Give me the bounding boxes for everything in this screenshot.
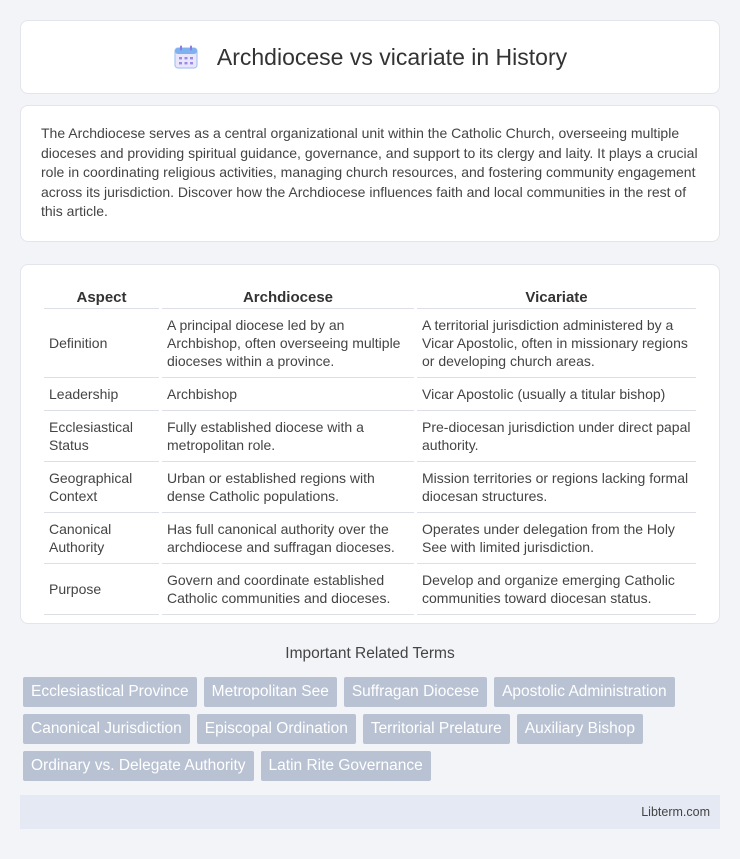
related-terms-list [23, 677, 723, 781]
archdiocese-cell: A principal diocese led by an Archbishop, often overseeing multiple dioceses within a province. [162, 309, 414, 378]
table-row [44, 564, 696, 615]
header-vicariate: Vicariate [417, 283, 696, 309]
related-term-tag[interactable]: Latin Rite Governance [261, 751, 431, 781]
aspect-cell: Purpose [44, 564, 159, 615]
vicariate-cell: Mission territories or regions lacking formal diocesan structures. [417, 462, 696, 513]
vicariate-cell: Operates under delegation from the Holy See with limited jurisdiction. [417, 513, 696, 564]
intro-card [20, 105, 720, 242]
header-aspect: Aspect [44, 283, 159, 309]
aspect-cell: Geographical Context [44, 462, 159, 513]
aspect-cell: Definition [44, 309, 159, 378]
header-card [20, 20, 720, 94]
related-term-tag[interactable]: Suffragan Diocese [344, 677, 487, 707]
related-term-tag[interactable]: Ordinary vs. Delegate Authority [23, 751, 254, 781]
calendar-icon [173, 44, 199, 70]
vicariate-cell: Pre-diocesan jurisdiction under direct papal authority. [417, 411, 696, 462]
table-row [44, 411, 696, 462]
footer-site-link[interactable]: Libterm.com [641, 805, 710, 819]
archdiocese-cell: Fully established diocese with a metropolitan role. [162, 411, 414, 462]
vicariate-cell: Develop and organize emerging Catholic communities toward diocesan status. [417, 564, 696, 615]
footer [20, 795, 720, 829]
archdiocese-cell: Govern and coordinate established Catholic communities and dioceses. [162, 564, 414, 615]
related-term-tag[interactable]: Episcopal Ordination [197, 714, 356, 744]
aspect-cell: Ecclesiastical Status [44, 411, 159, 462]
related-term-tag[interactable]: Canonical Jurisdiction [23, 714, 190, 744]
vicariate-cell: A territorial jurisdiction administered by a Vicar Apostolic, often in missionary regions or developing church areas. [417, 309, 696, 378]
aspect-cell: Canonical Authority [44, 513, 159, 564]
table-row [44, 378, 696, 411]
table-row [44, 309, 696, 378]
related-term-tag[interactable]: Territorial Prelature [363, 714, 510, 744]
archdiocese-cell: Urban or established regions with dense Catholic populations. [162, 462, 414, 513]
page-title: Archdiocese vs vicariate in History [216, 43, 568, 70]
header-archdiocese: Archdiocese [162, 283, 414, 309]
related-term-tag[interactable]: Metropolitan See [204, 677, 337, 707]
related-term-tag[interactable]: Ecclesiastical Province [23, 677, 197, 707]
comparison-card [20, 264, 720, 624]
table-row [44, 462, 696, 513]
comparison-table [41, 283, 699, 615]
table-row [44, 513, 696, 564]
archdiocese-cell: Has full canonical authority over the archdiocese and suffragan dioceses. [162, 513, 414, 564]
related-terms-title: Important Related Terms [285, 645, 455, 662]
archdiocese-cell: Archbishop [162, 378, 414, 411]
vicariate-cell: Vicar Apostolic (usually a titular bishop) [417, 378, 696, 411]
related-term-tag[interactable]: Auxiliary Bishop [517, 714, 643, 744]
intro-text: The Archdiocese serves as a central organizational unit within the Catholic Church, overseeing multiple dioceses and providing spiritual guidance, governance, and support to its clergy and laity. It plays a crucial role in coordinating religious activities, managing church resources, and fostering community engagement across its jurisdiction. Discover how the Archdiocese influences faith and local communities in the rest of this article. [41, 125, 698, 219]
table-header-row [44, 283, 696, 309]
related-term-tag[interactable]: Apostolic Administration [494, 677, 675, 707]
aspect-cell: Leadership [44, 378, 159, 411]
